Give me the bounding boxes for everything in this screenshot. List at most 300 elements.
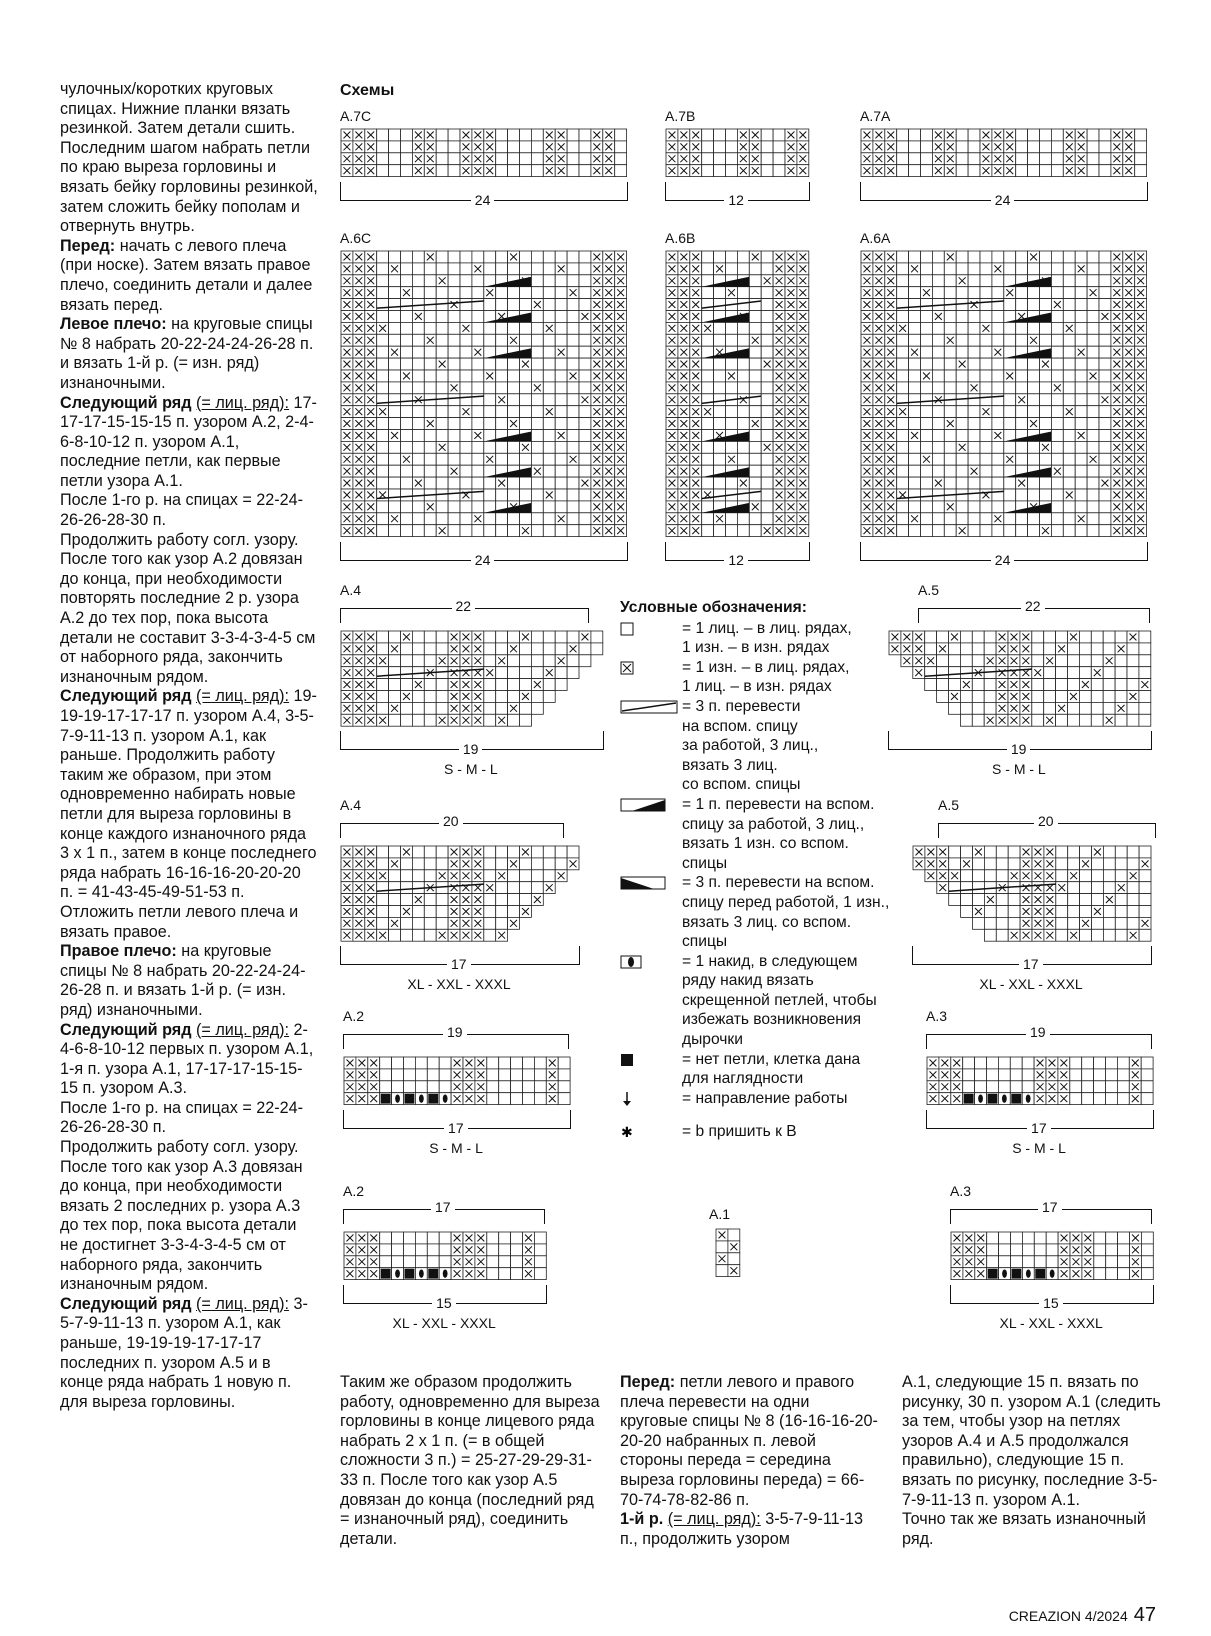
paragraph [60,942,318,1020]
stitch-cell [543,346,555,358]
stitch-cell [508,141,520,153]
stitch-cell [1115,846,1127,858]
stitch-cell [508,679,520,691]
stitch-cell [1016,299,1028,311]
stitch-cell [555,251,567,263]
stitch-cell [998,1081,1010,1093]
stitch-cell [460,287,472,299]
stitch-cell [543,287,555,299]
stitch-cell [1040,141,1052,153]
stitch-cell [1063,275,1075,287]
stitch-cell [1051,513,1063,525]
stitch-cell [555,667,567,679]
stitch-cell [897,525,909,537]
yarn-over-mark [1002,1094,1007,1102]
paragraph: После того как узор А.2 довязан до конца, при необходимости повторять последние 2 р. узора А.2 до тех пор, пока высота детали не составит 3-3-4-3-4-5 см от наборного ряда, закончить изнаночным рядом. [60,550,316,686]
stitch-cell [1051,275,1063,287]
stitch-cell [968,165,980,177]
stitch-cell [992,287,1004,299]
stitch-cell [448,165,460,177]
stitch-cell [1068,894,1080,906]
stitch-cell [567,311,579,323]
stitch-cell [404,1256,416,1268]
stitch-cell [1032,643,1044,655]
stitch-cell [749,453,761,465]
stitch-cell [579,525,591,537]
stitch-cell [496,858,508,870]
stitch-cell [377,691,389,703]
yarn-over-mark [1002,1269,1007,1277]
stitch-cell [1099,129,1111,141]
stitch-cell [1141,1256,1153,1268]
stitch-cell [520,153,532,165]
size-label: S - M - L [429,1139,483,1156]
legend-item [620,658,890,697]
stitch-cell [737,287,749,299]
stitch-cell [968,153,980,165]
stitch-cell [555,299,567,311]
stitch-cell [1092,894,1104,906]
stitch-cell [1099,501,1111,513]
stitch-cell [579,275,591,287]
stitch-cell [714,370,726,382]
stitch-cell [1099,322,1111,334]
stitch-cell [436,465,448,477]
stitch-cell [909,477,921,489]
stitch-cell [424,358,436,370]
stitch-cell [472,465,484,477]
stitch-cell [897,453,909,465]
stitch-cell [968,322,980,334]
stitch-cell [531,358,543,370]
stitch-cell [427,1057,439,1069]
stitch-cell [508,358,520,370]
stitch-cell [531,691,543,703]
stitch-cell [472,382,484,394]
stitch-cell [424,906,436,918]
stitch-cell [567,165,579,177]
stitch-cell [726,165,738,177]
stitch-cell [1070,1081,1082,1093]
stitch-cell [984,679,996,691]
stitch-cell [1016,322,1028,334]
stitch-cell [749,299,761,311]
stitch-cell [401,418,413,430]
no-stitch-mark [381,1269,391,1279]
size-label: S - M - L [992,761,1046,778]
stitch-cell [401,394,413,406]
stitch-cell [1046,1232,1058,1244]
stitch-cell [389,418,401,430]
legend-text: = нет петли, клетка дана для наглядности [682,1050,861,1088]
stitch-cell [1040,251,1052,263]
stitch-cell [897,165,909,177]
stitch-cell [973,917,985,929]
stitch-cell [1034,1232,1046,1244]
stitch-cell [921,501,933,513]
stitch-cell [925,631,937,643]
stitch-cell [726,382,738,394]
stitch-cell [377,153,389,165]
stitch-cell [1051,453,1063,465]
stitch-cell [992,477,1004,489]
stitch-count-number: 15 [1039,1295,1063,1311]
stitch-cell [1139,714,1151,726]
a5a-chart-grid [888,630,1152,727]
stitch-cell [377,129,389,141]
stitch-cell [412,382,424,394]
stitch-cell [960,655,972,667]
stitch-cell [496,667,508,679]
stitch-cell [1016,287,1028,299]
stitch-cell [377,453,389,465]
stitch-cell [1082,1057,1094,1069]
legend-item [620,795,890,873]
stitch-cell [1127,846,1139,858]
stitch-cell [615,153,627,165]
stitch-cell [1092,882,1104,894]
stitch-cell [436,311,448,323]
stitch-cell [496,679,508,691]
stitch-cell [702,334,714,346]
schemes-title: Схемы [340,82,395,99]
stitch-cell [377,846,389,858]
stitch-cell [1004,525,1016,537]
legend [620,598,890,1142]
stitch-cell [401,322,413,334]
stitch-cell [921,263,933,275]
stitch-cell [992,275,1004,287]
no-stitch-mark [405,1094,415,1104]
stitch-cell [401,917,413,929]
stitch-cell [1117,1069,1129,1081]
stitch-cell [508,525,520,537]
stitch-cell [531,406,543,418]
stitch-cell [1139,870,1151,882]
stitch-cell [944,465,956,477]
stitch-cell [749,311,761,323]
stitch-cell [448,141,460,153]
stitch-cell [1070,1093,1082,1105]
stitch-cell [761,394,773,406]
stitch-cell [1022,1069,1034,1081]
stitch-cell [925,679,937,691]
stitch-cell [1028,129,1040,141]
stitch-cell [956,251,968,263]
stitch-cell [980,382,992,394]
stitch-cell [996,917,1008,929]
stitch-cell [448,129,460,141]
stitch-cell [702,394,714,406]
stitch-cell [1044,643,1056,655]
stitch-cell [714,129,726,141]
purl-cross-icon [620,661,678,675]
stitch-cell [749,465,761,477]
stitch-cell [987,1081,999,1093]
stitch-cell [1022,1232,1034,1244]
bottom-column-1 [340,1373,600,1549]
stitch-cell [921,441,933,453]
stitch-cell [496,322,508,334]
stitch-cell [897,275,909,287]
stitch-cell [424,846,436,858]
a4b-chart-label: A.4 [340,797,362,813]
stitch-cell [1056,714,1068,726]
stitch-cell [484,894,496,906]
stitch-cell [520,882,532,894]
yarn-over-mark [419,1269,424,1277]
stitch-cell [944,358,956,370]
a5b-chart-grid [912,845,1152,942]
a6c-chart-label: A.6C [340,230,372,246]
stitch-cell [975,1057,987,1069]
stitch-cell [921,311,933,323]
stitch-cell [1016,358,1028,370]
stitch-cell [726,334,738,346]
knit-square-icon [620,622,678,636]
stitch-cell [932,275,944,287]
stitch-cell [389,894,401,906]
stitch-cell [531,667,543,679]
stitch-cell [567,667,579,679]
stitch-cell [531,858,543,870]
stitch-cell [472,334,484,346]
stitch-cell [436,453,448,465]
stitch-cell [984,870,996,882]
stitch-cell [968,358,980,370]
stitch-cell [1141,1268,1153,1280]
stitch-cell [412,929,424,941]
stitch-cell [1040,153,1052,165]
a7c-chart-grid [340,128,628,178]
stitch-cell [932,358,944,370]
stitch-cell [377,346,389,358]
stitch-cell [937,667,949,679]
stitch-cell [968,370,980,382]
stitch-cell [1127,858,1139,870]
stitch-cell [543,643,555,655]
stitch-cell [992,525,1004,537]
stitch-cell [1016,370,1028,382]
stitch-cell [389,501,401,513]
stitch-cell [909,165,921,177]
size-label: S - M - L [444,761,498,778]
stitch-cell [615,165,627,177]
stitch-cell [496,691,508,703]
stitch-cell [531,870,543,882]
stitch-cell [439,1069,451,1081]
stitch-cell [1103,846,1115,858]
stitch-cell [761,334,773,346]
stitch-cell [749,430,761,442]
stitch-cell [961,906,973,918]
stitch-cell [992,370,1004,382]
stitch-cell [579,655,591,667]
stitch-cell [980,394,992,406]
stitch-cell [487,1081,499,1093]
stitch-cell [472,453,484,465]
stitch-cell [1087,358,1099,370]
stitch-cell [1011,1256,1023,1268]
stitch-cell [1139,846,1151,858]
stitch-cell [415,1057,427,1069]
stitch-cell [1103,679,1115,691]
stitch-cell [389,525,401,537]
stitch-cell [377,382,389,394]
stitch-cell [1063,525,1075,537]
stitch-cell [1040,165,1052,177]
stitch-cell [424,702,436,714]
stitch-cell [567,263,579,275]
stitch-cell [377,287,389,299]
stitch-cell [389,906,401,918]
stitch-cell [436,346,448,358]
stitch-cell [520,870,532,882]
stitch-cell [579,489,591,501]
stitch-cell [980,275,992,287]
stitch-cell [714,322,726,334]
legend-item [620,873,890,951]
stitch-count-number: 24 [471,192,495,208]
stitch-cell [1103,858,1115,870]
stitch-cell [448,346,460,358]
stitch-cell [987,1069,999,1081]
stitch-cell [377,430,389,442]
stitch-cell [1127,917,1139,929]
stitch-cell [992,453,1004,465]
stitch-cell [436,287,448,299]
stitch-cell [389,311,401,323]
stitch-cell [389,441,401,453]
stitch-cell [968,394,980,406]
stitch-cell [1028,489,1040,501]
stitch-cell [921,489,933,501]
stitch-cell [1051,477,1063,489]
paragraph-text: начать с левого плеча (при носке). Затем вязать правое плечо, соединить детали и далее вязать перед. [60,236,313,314]
stitch-cell [1040,322,1052,334]
stitch-cell [523,1081,535,1093]
stitch-cell [773,129,785,141]
stitch-cell [1051,489,1063,501]
stitch-cell [412,430,424,442]
stitch-cell [427,1244,439,1256]
stitch-cell [543,477,555,489]
stitch-cell [737,513,749,525]
no-stitch-mark [1035,1269,1045,1279]
stitch-cell [460,358,472,370]
stitch-cell [1028,406,1040,418]
stitch-cell [436,691,448,703]
stitch-cell [921,129,933,141]
stitch-cell [401,870,413,882]
yarn-over-mark [1026,1094,1031,1102]
stitch-cell [1056,679,1068,691]
stitch-cell [436,334,448,346]
stitch-cell [932,251,944,263]
legend-text: = 1 п. перевести на вспом. спицу за работой, 3 лиц., вязать 1 изн. со вспом. спицы [682,795,875,872]
stitch-cell [1087,322,1099,334]
stitch-cell [897,334,909,346]
stitch-cell [1063,263,1075,275]
stitch-cell [499,1093,511,1105]
stitch-cell [702,441,714,453]
legend-text: = направление работы [682,1089,848,1107]
stitch-cell [389,370,401,382]
stitch-cell [1051,501,1063,513]
stitch-cell [1032,702,1044,714]
stitch-cell [956,501,968,513]
stitch-cell [761,382,773,394]
stitch-cell [1094,1244,1106,1256]
stitch-cell [1099,334,1111,346]
stitch-cell [415,1256,427,1268]
stitch-cell [1080,929,1092,941]
stitch-cell [1068,906,1080,918]
stitch-cell [555,477,567,489]
paragraph-text: на круговые спицы № 8 набрать 20-22-24-24-26-28 п. и вязать 1-й р. (= изн. ряд) изнаночными. [60,942,306,1019]
stitch-cell [511,1057,523,1069]
a5a-chart-label: A.5 [918,582,940,598]
stitch-cell [956,406,968,418]
stitch-cell [1087,441,1099,453]
stitch-cell [702,287,714,299]
stitch-cell [1051,441,1063,453]
stitch-cell [377,702,389,714]
stitch-cell [555,489,567,501]
stitch-cell [996,906,1008,918]
stitch-cell [448,275,460,287]
stitch-cell [761,311,773,323]
stitch-cell [439,1057,451,1069]
stitch-cell [436,906,448,918]
stitch-cell [484,655,496,667]
stitch-cell [567,334,579,346]
stitch-cell [543,441,555,453]
stitch-cell [543,453,555,465]
stitch-cell [424,929,436,941]
stitch-cell [424,287,436,299]
stitch-cell [956,477,968,489]
stitch-cell [728,1229,740,1241]
stitch-cell [389,679,401,691]
stitch-cell [1040,477,1052,489]
stitch-cell [1094,1069,1106,1081]
stitch-cell [520,299,532,311]
stitch-cell [932,513,944,525]
legend-item [620,952,890,1050]
stitch-cell [484,679,496,691]
stitch-cell [714,453,726,465]
stitch-cell [520,370,532,382]
stitch-cell [579,501,591,513]
a7a-chart-grid [860,128,1148,178]
stitch-cell [496,334,508,346]
stitch-cell [523,1069,535,1081]
stitch-cell [448,489,460,501]
heading-left-shoulder: Левое плечо: [60,315,167,334]
stitch-cell [973,894,985,906]
footer [1009,1604,1156,1627]
stitch-cell [401,465,413,477]
yarn-over-mark [395,1269,400,1277]
stitch-cell [520,287,532,299]
stitch-cell [377,358,389,370]
stitch-cell [377,370,389,382]
stitch-cell [909,287,921,299]
stitch-cell [1099,382,1111,394]
stitch-cell [1056,655,1068,667]
stitch-cell [412,513,424,525]
